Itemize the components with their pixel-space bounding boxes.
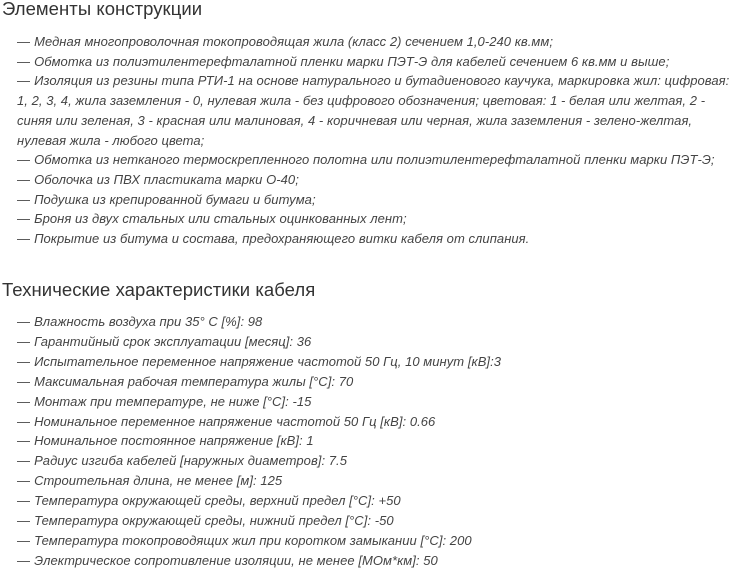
- dash-bullet-icon: —: [17, 513, 31, 529]
- list-item-text: Подушка из крепированной бумаги и битума;: [34, 191, 316, 207]
- list-item-text: Гарантийный срок эксплуатации [месяц]: 36: [34, 333, 312, 349]
- dash-bullet-icon: —: [17, 171, 31, 187]
- dash-bullet-icon: —: [17, 191, 31, 207]
- list-item: [17, 229, 733, 249]
- dash-bullet-icon: —: [17, 314, 31, 329]
- list-item-text: Монтаж при температуре, не ниже [°C]: -15: [34, 393, 312, 409]
- list-item-text: Номинальное переменное напряжение частотой 50 Гц [кВ]: 0.66: [34, 413, 436, 429]
- list-item-text: Изоляция из резины типа РТИ-1 на основе натурального и бутадиенового каучука, маркировка жил: цифровая: 1, 2, 3, 4, жила заземления - 0, нулевая жила - без цифрового обозначения; цветовая: 1 - белая или желтая, 2 - синяя или зеленая, 3 - красная или малиновая, 4 - коричневая или черная, жила заземления - зелено-желтая, нулевая жила - любого цвета;: [17, 73, 730, 148]
- tech-specs-list: [17, 312, 733, 571]
- list-item: [17, 531, 733, 551]
- list-item-text: Обмотка из нетканого термоскрепленного полотна или полиэтилентерефталатной пленки марки ПЭТ-Э;: [34, 152, 715, 168]
- list-item: [17, 372, 733, 392]
- list-item-text: Максимальная рабочая температура жилы [°C]: 70: [34, 373, 354, 389]
- list-item: [17, 471, 733, 491]
- list-item: [17, 412, 733, 432]
- dash-bullet-icon: —: [17, 73, 31, 89]
- list-item-text: Оболочка из ПВХ пластиката марки О-40;: [34, 171, 299, 187]
- list-item-text: Броня из двух стальных или стальных оцинкованных лент;: [34, 211, 407, 227]
- dash-bullet-icon: —: [17, 473, 31, 489]
- section-title-tech-specs: Технические характеристики кабеля: [2, 279, 316, 300]
- dash-bullet-icon: —: [17, 532, 31, 548]
- list-item: [17, 491, 733, 511]
- list-item-text: Температура окружающей среды, верхний предел [°C]: +50: [34, 493, 401, 509]
- dash-bullet-icon: —: [17, 152, 31, 168]
- list-item: [17, 190, 733, 210]
- dash-bullet-icon: —: [17, 53, 31, 69]
- dash-bullet-icon: —: [17, 433, 31, 449]
- list-item-text: Влажность воздуха при 35° С [%]: 98: [34, 314, 263, 329]
- list-item: [17, 352, 733, 372]
- list-item: [17, 332, 733, 352]
- list-item: [17, 312, 733, 332]
- dash-bullet-icon: —: [17, 34, 31, 49]
- list-item-text: Электрическое сопротивление изоляции, не менее [МОм*км]: 50: [34, 552, 438, 568]
- construction-list: [17, 32, 733, 249]
- list-item: [17, 209, 733, 229]
- dash-bullet-icon: —: [17, 393, 31, 409]
- list-item: [17, 551, 733, 571]
- list-item: [17, 511, 733, 531]
- dash-bullet-icon: —: [17, 373, 31, 389]
- list-item: [17, 52, 733, 72]
- list-item-text: Испытательное переменное напряжение частотой 50 Гц, 10 минут [кВ]:3: [34, 353, 502, 369]
- list-item: [17, 431, 733, 451]
- dash-bullet-icon: —: [17, 493, 31, 509]
- list-item: [17, 32, 733, 52]
- list-item: [1, 71, 733, 150]
- list-item: [17, 451, 733, 471]
- dash-bullet-icon: —: [17, 353, 31, 369]
- list-item-text: Температура токопроводящих жил при коротком замыкании [°C]: 200: [34, 532, 472, 548]
- dash-bullet-icon: —: [17, 453, 31, 469]
- list-item: [17, 392, 733, 412]
- dash-bullet-icon: —: [17, 552, 31, 568]
- list-item-text: Радиус изгиба кабелей [наружных диаметров]: 7.5: [34, 453, 347, 469]
- dash-bullet-icon: —: [17, 413, 31, 429]
- list-item: [17, 150, 733, 170]
- dash-bullet-icon: —: [17, 211, 31, 227]
- list-item-text: Медная многопроволочная токопроводящая жила (класс 2) сечением 1,0-240 кв.мм;: [34, 34, 553, 49]
- dash-bullet-icon: —: [17, 231, 31, 247]
- list-item-text: Покрытие из битума и состава, предохраняющего витки кабеля от слипания.: [34, 231, 530, 247]
- list-item: [17, 170, 733, 190]
- section-title-construction: Элементы конструкции: [2, 0, 203, 19]
- list-item-text: Номинальное постоянное напряжение [кВ]: 1: [34, 433, 314, 449]
- list-item-text: Строительная длина, не менее [м]: 125: [34, 473, 283, 489]
- dash-bullet-icon: —: [17, 333, 31, 349]
- list-item-text: Температура окружающей среды, нижний предел [°C]: -50: [34, 513, 394, 529]
- list-item-text: Обмотка из полиэтилентерефталатной пленки марки ПЭТ-Э для кабелей сечением 6 кв.мм и выше;: [34, 53, 670, 69]
